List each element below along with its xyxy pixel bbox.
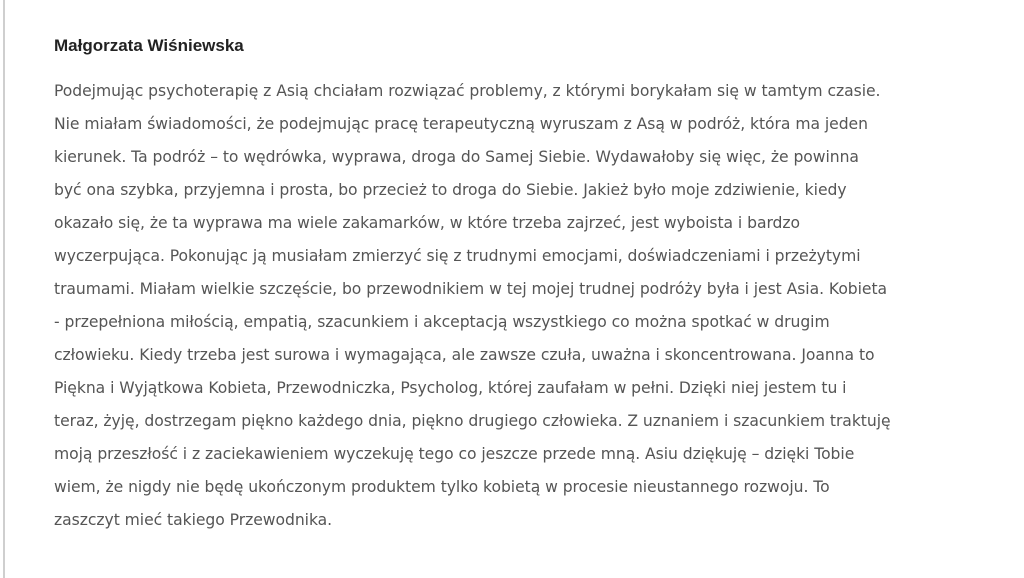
testimonial-line: moją przeszłość i z zaciekawieniem wyczekuję tego co jeszcze przede mną. Asiu dziękuję – dzięki Tobie [54, 445, 855, 463]
testimonial-line: Piękna i Wyjątkowa Kobieta, Przewodniczka, Psycholog, której zaufałam w pełni. Dzięki niej jestem tu i [54, 379, 847, 397]
testimonial-line: zaszczyt mieć takiego Przewodnika. [54, 511, 333, 529]
testimonial-card [54, 34, 1004, 537]
testimonial-line: traumami. Miałam wielkie szczęście, bo przewodnikiem w tej mojej trudnej podróży była i jest Asia. Kobieta [54, 280, 888, 298]
left-border-divider [3, 0, 5, 578]
testimonial-line: wiem, że nigdy nie będę ukończonym produktem tylko kobietą w procesie nieustannego rozwoju. To [54, 478, 830, 496]
testimonial-line: wyczerpująca. Pokonując ją musiałam zmierzyć się z trudnymi emocjami, doświadczeniami i przeżytymi [54, 247, 861, 265]
testimonial-line: teraz, żyję, dostrzegam piękno każdego dnia, piękno drugiego człowieka. Z uznaniem i szacunkiem traktuję [54, 412, 891, 430]
testimonial-line: Podejmując psychoterapię z Asią chciałam rozwiązać problemy, z którymi borykałam się w tamtym czasie. [54, 82, 881, 100]
testimonial-line: okazało się, że ta wyprawa ma wiele zakamarków, w które trzeba zajrzeć, jest wyboista i bardzo [54, 214, 801, 232]
testimonial-author: Małgorzata Wiśniewska [54, 36, 244, 55]
testimonial-line: Nie miałam świadomości, że podejmując pracę terapeutyczną wyruszam z Asą w podróż, która ma jeden [54, 115, 868, 133]
testimonial-line: człowieku. Kiedy trzeba jest surowa i wymagająca, ale zawsze czuła, uważna i skoncentrowana. Joanna to [54, 346, 875, 364]
testimonial-line: być ona szybka, przyjemna i prosta, bo przecież to droga do Siebie. Jakież było moje zdziwienie, kiedy [54, 181, 847, 199]
testimonial-line: kierunek. Ta podróż – to wędrówka, wyprawa, droga do Samej Siebie. Wydawałoby się więc, że powinna [54, 148, 859, 166]
testimonial-text [54, 75, 1004, 537]
testimonial-line: - przepełniona miłością, empatią, szacunkiem i akceptacją wszystkiego co można spotkać w drugim [54, 313, 830, 331]
